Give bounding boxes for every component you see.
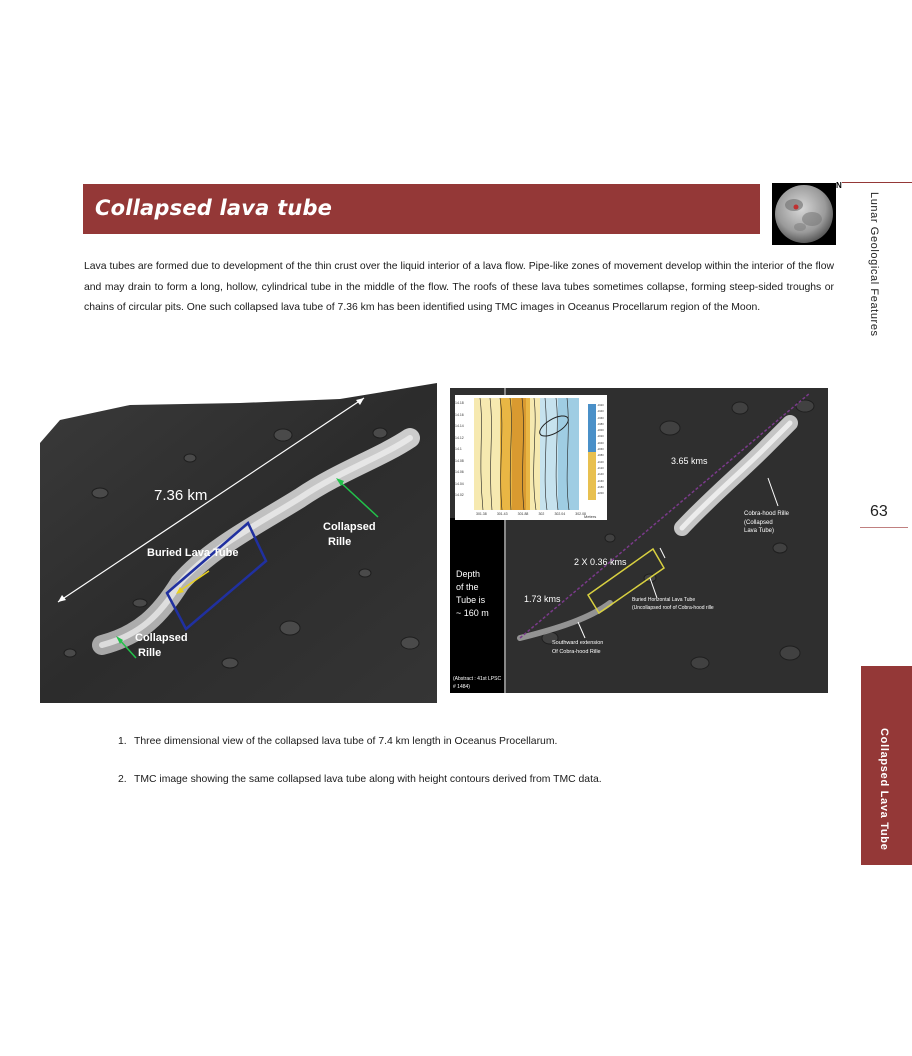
x-tick: 302.04 [554,512,566,516]
caption-item [118,774,602,785]
distance-label-left: 1.73 kms [524,594,561,604]
scale-tick: -2040 [597,441,604,445]
scale-tick: -1940 [597,410,604,414]
inset-y-ticks [455,398,475,502]
inset-scale-unit: Meters [584,514,597,519]
moon-icon [772,183,836,245]
scale-tick: -1920 [597,404,604,407]
inset-scale [597,403,609,497]
depth-label-1: Depth [456,569,481,579]
scale-tick: -1980 [597,422,604,426]
page-number-divider [860,527,908,528]
cobra-hood-label-2: (Collapsed [744,520,773,526]
y-tick: 14.08 [455,458,464,463]
y-tick: 14.04 [455,481,464,486]
collapsed-rille-label-top: Collapsed [323,521,376,533]
x-tick: 302 [538,512,545,516]
caption-number: 2. [118,774,127,785]
scale-tick: -2120 [597,466,604,470]
cobra-hood-label: Cobra-hood Rille [744,511,790,517]
x-tick: 301.38 [476,512,487,516]
buried-lava-tube-label: Buried Lava Tube [147,547,239,559]
x-tick: 302.08 [575,512,586,516]
buried-horizontal-label-2: (Uncollapsed roof of Cobra-hood rille [632,605,714,611]
y-tick: 14.12 [455,435,464,440]
figure-tmc-image [450,388,828,693]
depth-label-2: of the [456,582,479,592]
width-label: 2 X 0.36 kms [574,557,627,567]
collapsed-rille-label-top-2: Rille [328,536,352,548]
cobra-hood-label-3: Lava Tube) [744,528,775,534]
depth-label-3: Tube is [456,595,486,605]
north-label: N [836,181,842,190]
title-banner [83,184,760,234]
page-title: Collapsed lava tube [95,196,333,220]
inset-x-ticks [476,512,586,516]
chapter-tab-label: Collapsed Lava Tube [878,728,890,851]
body-paragraph: Lava tubes are formed due to development of the thin crust over the liquid interior of a lava flow. Pipe-like zones of movement develop within the interior of the flow and may drain to form a long, hollow, cylindrical tube in the middle of the flow. The roofs of these lava tubes sometimes collapse, forming steep-sided troughs or chains of circular pits. One such collapsed lava tube of 7.36 km has been identified using TMC images in Oceanus Procellarum region of the Moon. [84,261,834,313]
y-tick: 14.14 [455,424,464,428]
length-label: 7.36 km [154,487,208,504]
scale-tick: -2060 [597,448,604,452]
scale-tick: -2140 [597,473,604,477]
y-tick: 14.06 [455,470,464,474]
figure-3d-view [40,383,438,703]
caption-item [118,736,602,747]
southward-extension-label-2: Of Cobra-hood Rille [552,649,601,655]
x-tick: 301.43 [496,512,508,516]
chapter-tab [861,666,912,865]
caption-text: TMC image showing the same collapsed lava tube along with height contours derived from TMC data. [134,774,602,785]
tmc-image [450,388,828,693]
scale-tick: -2000 [597,429,604,433]
abstract-label: (Abstract : 41st LPSC [453,676,502,682]
section-label: Lunar Geological Features [868,192,880,337]
scale-tick: -2180 [597,485,604,489]
scale-tick: -2160 [597,479,604,483]
collapsed-rille-label-bottom-2: Rille [138,647,162,659]
page-number: 63 [870,503,888,520]
lunar-3d-image [40,383,438,703]
y-tick: 14.16 [455,412,464,417]
x-tick: 301.88 [517,512,529,516]
y-tick: 14.18 [455,401,464,405]
caption-text: Three dimensional view of the collapsed lava tube of 7.4 km length in Oceanus Procellarum. [134,736,558,747]
caption-number: 1. [118,736,127,747]
moon-thumbnail [772,183,836,245]
y-tick: 14.02 [455,493,464,497]
abstract-label-2: # 1484) [453,684,470,690]
buried-horizontal-label: Buried Horizontal Lava Tube [632,597,696,603]
depth-label-4: ~ 160 m [456,608,489,618]
scale-tick: -2200 [597,492,604,496]
figure-captions [118,736,602,812]
scale-tick: -2100 [597,460,604,464]
southward-extension-label: Southward extension [552,640,604,646]
y-tick: 14.1 [455,447,462,451]
scale-tick: -1960 [597,416,604,420]
sidebar-divider [842,182,912,183]
distance-label-top: 3.65 kms [671,456,708,466]
scale-tick: -2080 [597,454,604,458]
scale-tick: -2020 [597,435,604,439]
collapsed-rille-label-bottom: Collapsed [135,632,188,644]
